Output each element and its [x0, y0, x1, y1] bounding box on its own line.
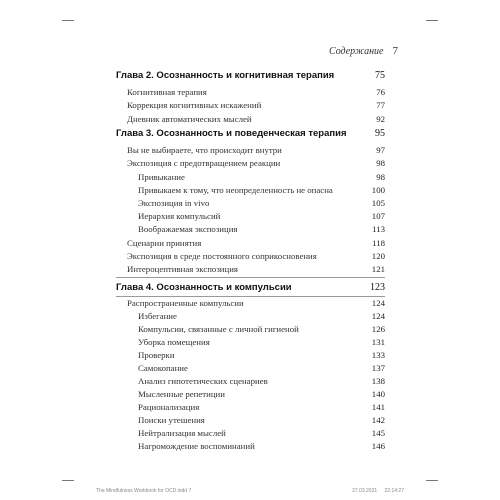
toc-entry-title: Привыкаем к тому, что неопределенность не опасна	[138, 185, 333, 195]
toc-entry-title: Компульсии, связанные с личной гигиеной	[138, 324, 299, 334]
toc-entry-title: Поиски утешения	[138, 415, 205, 425]
toc-entry-title: Сценарии принятия	[127, 238, 202, 248]
toc-chapter-title: Глава 3. Осознанность и поведенческая терапия	[116, 128, 347, 139]
toc-page-number: 105	[371, 198, 385, 208]
toc-page-number: 120	[371, 251, 385, 261]
toc-page-number: 100	[371, 185, 385, 195]
toc-page-number: 140	[371, 389, 385, 399]
section-rule-bottom	[116, 296, 385, 297]
toc-page-number: 131	[371, 337, 385, 347]
toc-chapter-title: Глава 2. Осознанность и когнитивная терапия	[116, 70, 335, 81]
toc-entry-title: Воображаемая экспозиция	[138, 224, 238, 234]
toc-entry-title: Экспозиция в среде постоянного соприкосновения	[127, 251, 317, 261]
toc-entry-title: Мысленные репетиции	[138, 389, 225, 399]
crop-mark-bottom-left	[62, 480, 74, 481]
toc-entry-title: Вы не выбираете, что происходит внутри	[127, 145, 282, 155]
toc-entry-title: Коррекция когнитивных искажений	[127, 100, 262, 110]
toc-page-number: 146	[371, 441, 385, 451]
toc-entry-title: Привыкание	[138, 172, 185, 182]
toc-page-number: 76	[376, 87, 385, 97]
page-number: 7	[392, 45, 398, 57]
toc-page-number: 77	[376, 100, 385, 110]
toc-page-number: 107	[371, 211, 385, 221]
toc-entry-title: Дневник автоматических мыслей	[127, 114, 252, 124]
toc-page-number: 113	[372, 224, 385, 234]
toc-entry-title: Уборка помещения	[138, 337, 210, 347]
toc-page-number: 145	[371, 428, 385, 438]
toc-entry-title: Самокопание	[138, 363, 188, 373]
toc-page-number: 141	[371, 402, 385, 412]
toc-page-number: 118	[372, 238, 385, 248]
toc-entry-title: Экспозиция in vivo	[138, 198, 210, 208]
section-rule-top	[116, 277, 385, 278]
toc-entry-title: Нагромождение воспоминаний	[138, 441, 255, 451]
toc-page-number: 95	[375, 128, 385, 139]
toc-entry-title: Нейтрализация мыслей	[138, 428, 226, 438]
toc-entry-title: Экспозиция с предотвращением реакции	[127, 158, 281, 168]
toc-page-number: 142	[371, 415, 385, 425]
toc-entry-title: Анализ гипотетических сценариев	[138, 376, 268, 386]
toc-chapter-title: Глава 4. Осознанность и компульсии	[116, 282, 292, 293]
toc-page-number: 138	[371, 376, 385, 386]
toc-page-number: 97	[376, 145, 385, 155]
toc-entry-title: Когнитивная терапия	[127, 87, 207, 97]
crop-mark-top-right	[426, 20, 438, 21]
running-head-label: Содержание	[328, 46, 384, 57]
print-footer-timestamp: 27.03.2021 22:14:27	[352, 488, 404, 494]
running-head	[329, 45, 398, 57]
toc-entry-title: Проверки	[138, 350, 175, 360]
toc-entry-title: Иерархия компульсий	[138, 211, 221, 221]
toc-page-number: 126	[371, 324, 385, 334]
crop-mark-bottom-right	[426, 480, 438, 481]
toc-entry-title: Интероцептивная экспозиция	[127, 264, 238, 274]
toc-page-number: 98	[376, 172, 385, 182]
toc-page-number: 124	[371, 311, 385, 321]
toc-page-number: 133	[371, 350, 385, 360]
toc-page-number: 137	[371, 363, 385, 373]
toc-page-number: 92	[376, 114, 385, 124]
toc-page-number: 98	[376, 158, 385, 168]
toc-entry-title: Рационализация	[138, 402, 200, 412]
crop-mark-top-left	[62, 20, 74, 21]
toc-entry-title: Избегание	[138, 311, 177, 321]
print-footer-file: The Mindfulness Workbook for OCD.indd 7	[96, 488, 192, 494]
toc-entry-title: Распространенные компульсии	[127, 298, 244, 308]
toc-page-number: 121	[371, 264, 385, 274]
toc-page-number: 124	[371, 298, 385, 308]
toc-page-number: 75	[375, 70, 385, 81]
toc-page-number: 123	[370, 282, 385, 293]
